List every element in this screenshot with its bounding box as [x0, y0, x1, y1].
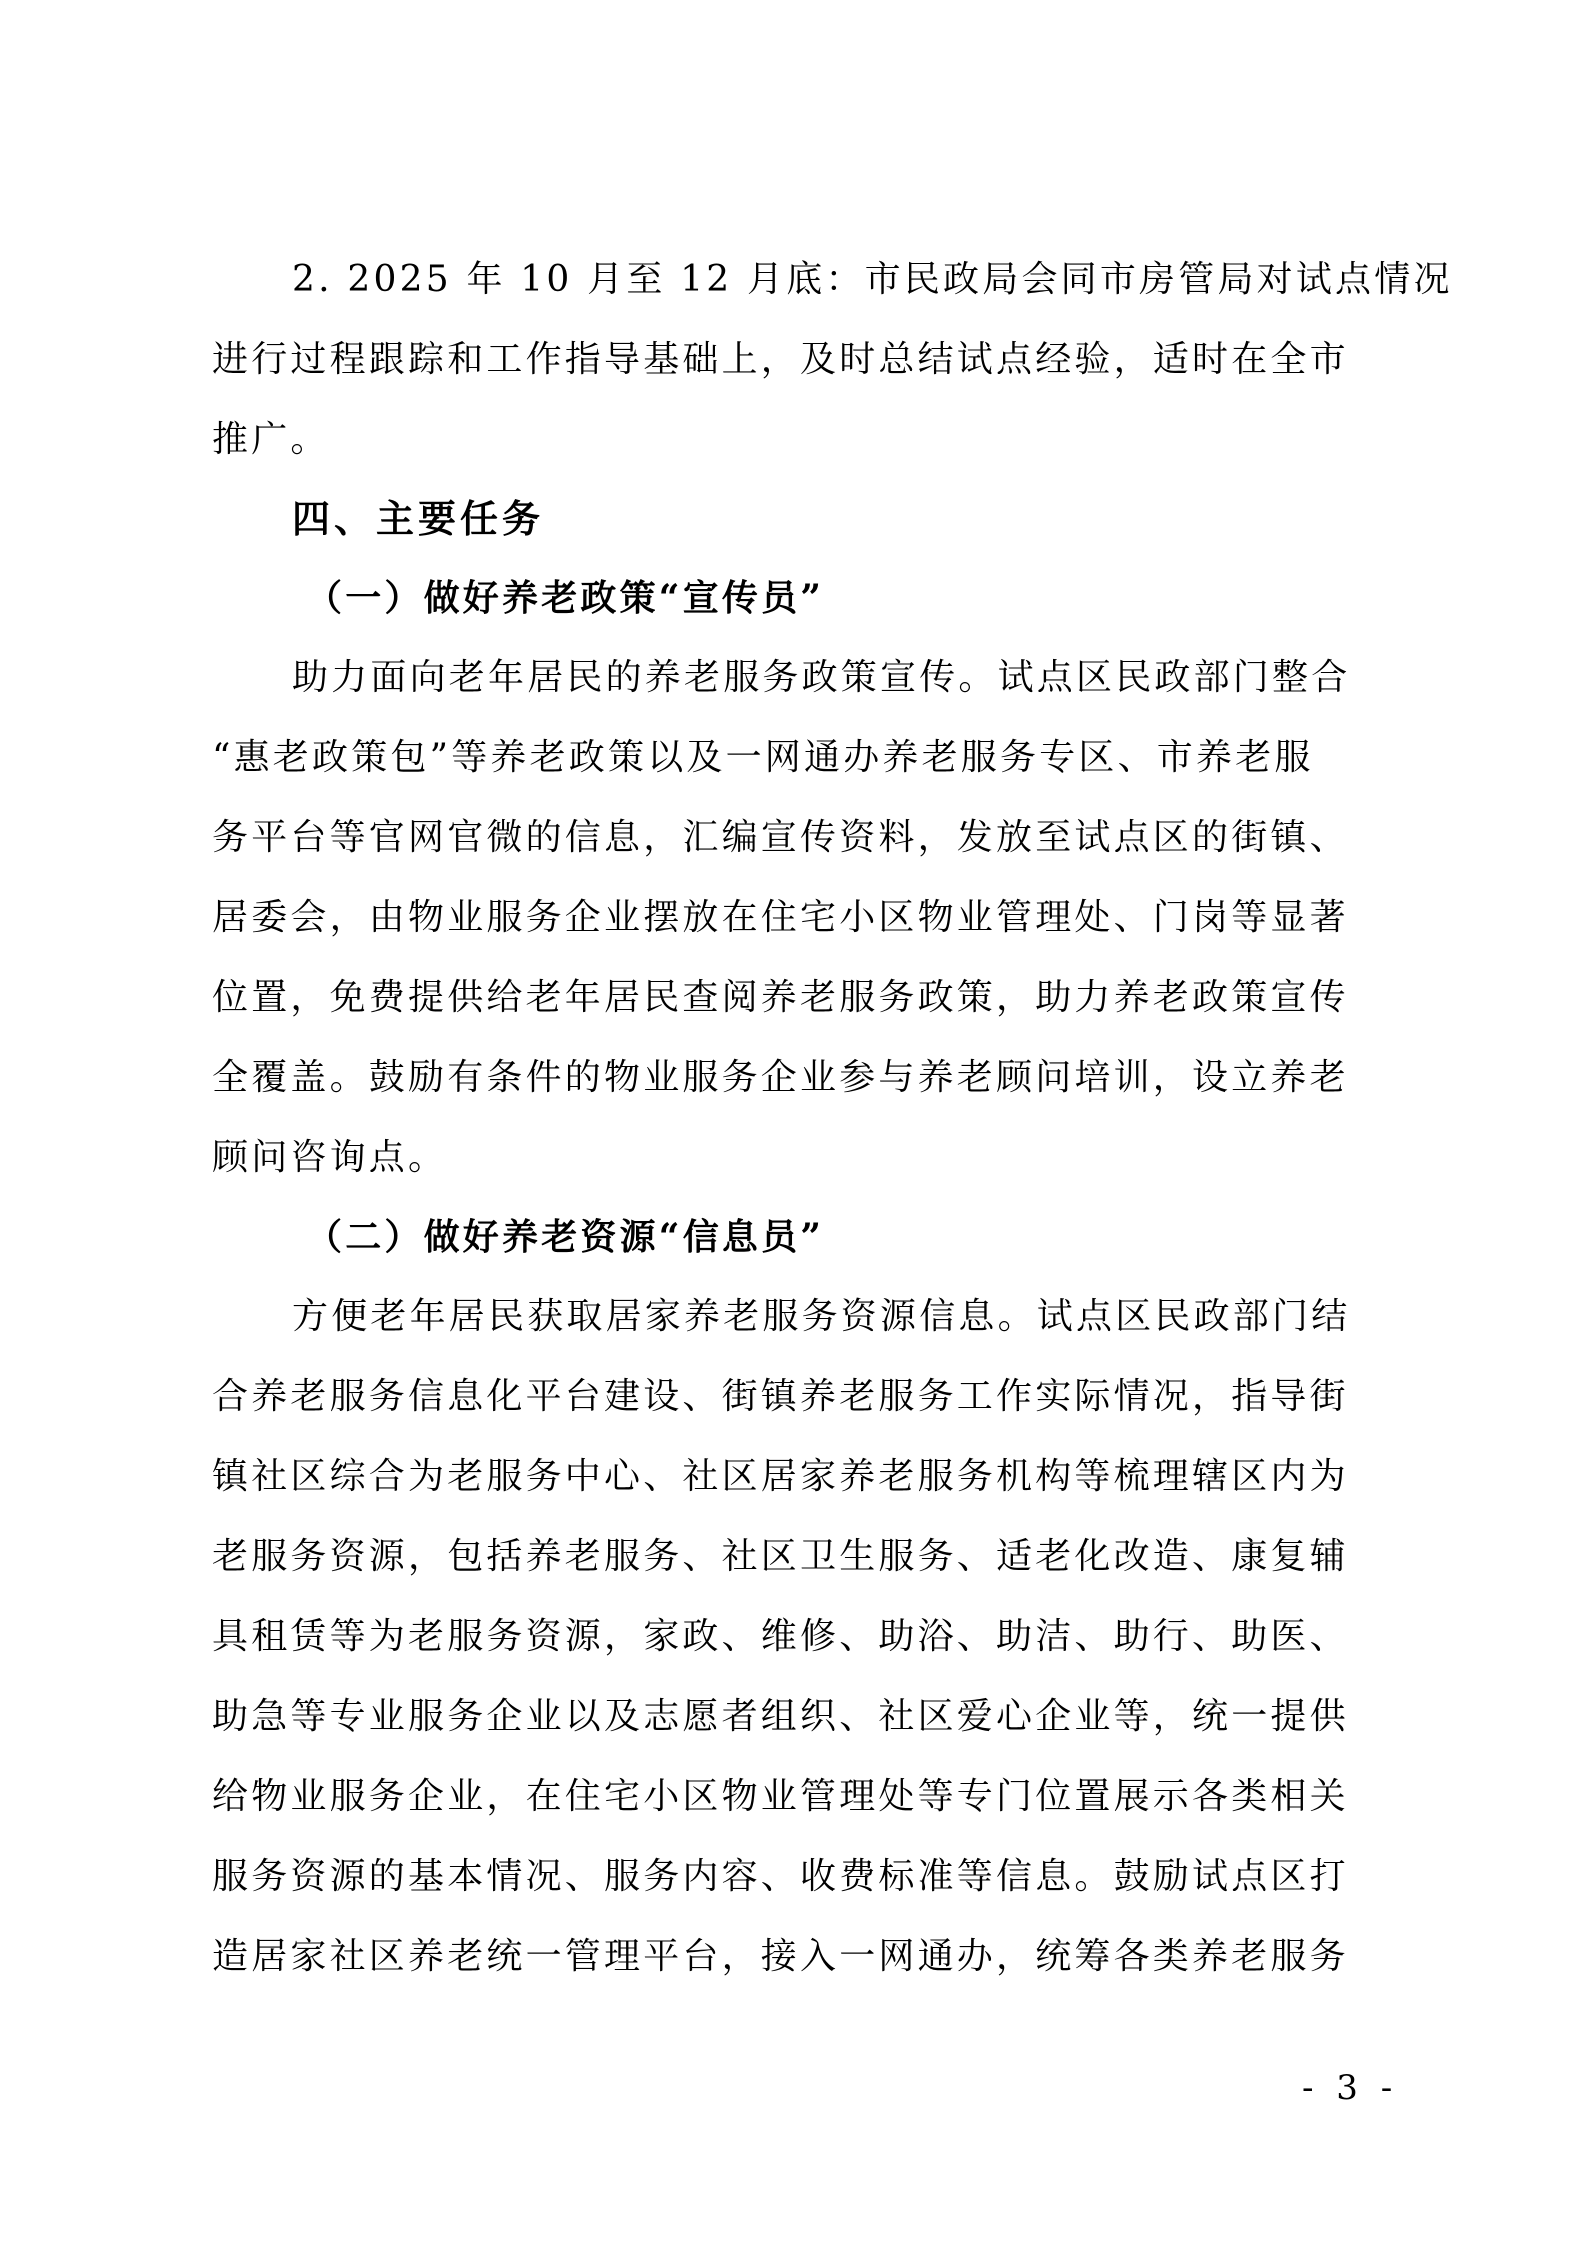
section-heading: 四、主要任务: [292, 497, 545, 541]
subsection-2-line-3: 镇社区综合为老服务中心、社区居家养老服务机构等梳理辖区内为: [212, 1456, 1349, 1497]
subsection-1-line-3: 务平台等官网官微的信息，汇编宣传资料，发放至试点区的街镇、: [212, 817, 1349, 858]
subsection-2-line-6: 助急等专业服务企业以及志愿者组织、社区爱心企业等，统一提供: [212, 1696, 1349, 1737]
subsection-1-line-2: “惠老政策包”等养老政策以及一网通办养老服务专区、市养老服: [212, 737, 1314, 778]
subsection-2-line-8: 服务资源的基本情况、服务内容、收费标准等信息。鼓励试点区打: [212, 1856, 1349, 1897]
subsection-1-line-6: 全覆盖。鼓励有条件的物业服务企业参与养老顾问培训，设立养老: [212, 1057, 1349, 1098]
subsection-1-line-1: 助力面向老年居民的养老服务政策宣传。试点区民政部门整合: [292, 657, 1351, 698]
page-number: - 3 -: [1302, 2068, 1399, 2108]
subsection-1-line-5: 位置，免费提供给老年居民查阅养老服务政策，助力养老政策宣传: [212, 977, 1349, 1018]
schedule-line-2: 进行过程跟踪和工作指导基础上，及时总结试点经验，适时在全市: [212, 339, 1349, 380]
subsection-2-line-9: 造居家社区养老统一管理平台，接入一网通办，统筹各类养老服务: [212, 1936, 1349, 1977]
subsection-2-line-7: 给物业服务企业，在住宅小区物业管理处等专门位置展示各类相关: [212, 1776, 1349, 1817]
subsection-1-heading: （一）做好养老政策“宣传员”: [306, 577, 825, 619]
subsection-2-line-5: 具租赁等为老服务资源，家政、维修、助浴、助洁、助行、助医、: [212, 1616, 1349, 1657]
subsection-2-line-2: 合养老服务信息化平台建设、街镇养老服务工作实际情况，指导街: [212, 1376, 1349, 1417]
subsection-1-line-7: 顾问咨询点。: [212, 1137, 448, 1178]
schedule-line-1: 2. 2025 年 10 月至 12 月底：市民政局会同市房管局对试点情况: [292, 259, 1453, 300]
subsection-2-line-1: 方便老年居民获取居家养老服务资源信息。试点区民政部门结: [292, 1296, 1351, 1337]
subsection-2-heading: （二）做好养老资源“信息员”: [306, 1216, 825, 1258]
schedule-line-3: 推广。: [212, 419, 330, 460]
subsection-1-line-4: 居委会，由物业服务企业摆放在住宅小区物业管理处、门岗等显著: [212, 897, 1349, 938]
subsection-2-line-4: 老服务资源，包括养老服务、社区卫生服务、适老化改造、康复辅: [212, 1536, 1349, 1577]
